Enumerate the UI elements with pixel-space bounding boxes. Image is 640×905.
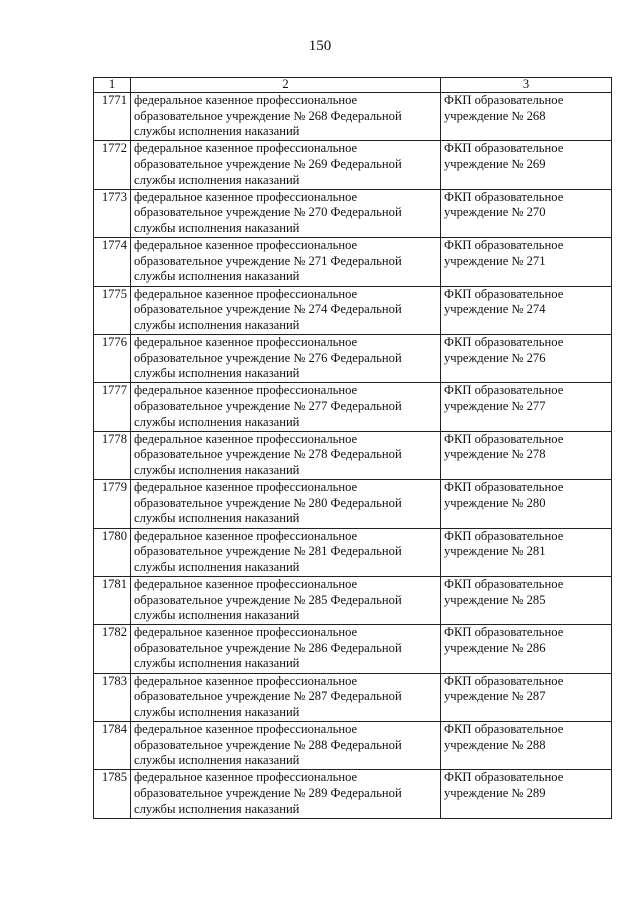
- table-row: [94, 383, 612, 431]
- row-number-cell: 1776: [94, 334, 131, 382]
- full-name-cell: федеральное казенное профессиональное образовательное учреждение № 270 Федеральной службы исполнения наказаний: [131, 189, 441, 237]
- table-row: [94, 770, 612, 818]
- table-row: [94, 286, 612, 334]
- short-name-cell: ФКП образовательное учреждение № 274: [441, 286, 612, 334]
- full-name-cell: федеральное казенное профессиональное образовательное учреждение № 288 Федеральной службы исполнения наказаний: [131, 722, 441, 770]
- full-name-cell: федеральное казенное профессиональное образовательное учреждение № 278 Федеральной службы исполнения наказаний: [131, 431, 441, 479]
- short-name-cell: ФКП образовательное учреждение № 281: [441, 528, 612, 576]
- full-name-cell: федеральное казенное профессиональное образовательное учреждение № 286 Федеральной службы исполнения наказаний: [131, 625, 441, 673]
- table-row: [94, 334, 612, 382]
- column-header-3: 3: [441, 78, 612, 93]
- table-row: [94, 431, 612, 479]
- table-row: [94, 625, 612, 673]
- short-name-cell: ФКП образовательное учреждение № 270: [441, 189, 612, 237]
- column-header-1: 1: [94, 78, 131, 93]
- table-row: [94, 238, 612, 286]
- document-table: [93, 77, 612, 819]
- short-name-cell: ФКП образовательное учреждение № 288: [441, 722, 612, 770]
- full-name-cell: федеральное казенное профессиональное образовательное учреждение № 281 Федеральной службы исполнения наказаний: [131, 528, 441, 576]
- table-row: [94, 673, 612, 721]
- short-name-cell: ФКП образовательное учреждение № 269: [441, 141, 612, 189]
- table-row: [94, 722, 612, 770]
- row-number-cell: 1781: [94, 576, 131, 624]
- row-number-cell: 1779: [94, 480, 131, 528]
- column-header-2: 2: [131, 78, 441, 93]
- table-row: [94, 141, 612, 189]
- table-row: [94, 93, 612, 141]
- full-name-cell: федеральное казенное профессиональное образовательное учреждение № 277 Федеральной службы исполнения наказаний: [131, 383, 441, 431]
- row-number-cell: 1775: [94, 286, 131, 334]
- row-number-cell: 1777: [94, 383, 131, 431]
- short-name-cell: ФКП образовательное учреждение № 289: [441, 770, 612, 818]
- table-header-row: [94, 78, 612, 93]
- short-name-cell: ФКП образовательное учреждение № 280: [441, 480, 612, 528]
- table-body: [94, 93, 612, 819]
- short-name-cell: ФКП образовательное учреждение № 276: [441, 334, 612, 382]
- short-name-cell: ФКП образовательное учреждение № 277: [441, 383, 612, 431]
- full-name-cell: федеральное казенное профессиональное образовательное учреждение № 274 Федеральной службы исполнения наказаний: [131, 286, 441, 334]
- short-name-cell: ФКП образовательное учреждение № 268: [441, 93, 612, 141]
- full-name-cell: федеральное казенное профессиональное образовательное учреждение № 271 Федеральной службы исполнения наказаний: [131, 238, 441, 286]
- full-name-cell: федеральное казенное профессиональное образовательное учреждение № 285 Федеральной службы исполнения наказаний: [131, 576, 441, 624]
- row-number-cell: 1771: [94, 93, 131, 141]
- full-name-cell: федеральное казенное профессиональное образовательное учреждение № 280 Федеральной службы исполнения наказаний: [131, 480, 441, 528]
- row-number-cell: 1784: [94, 722, 131, 770]
- short-name-cell: ФКП образовательное учреждение № 278: [441, 431, 612, 479]
- short-name-cell: ФКП образовательное учреждение № 285: [441, 576, 612, 624]
- table-row: [94, 480, 612, 528]
- short-name-cell: ФКП образовательное учреждение № 271: [441, 238, 612, 286]
- row-number-cell: 1783: [94, 673, 131, 721]
- table-row: [94, 189, 612, 237]
- page-number: 150: [308, 38, 332, 54]
- row-number-cell: 1778: [94, 431, 131, 479]
- full-name-cell: федеральное казенное профессиональное образовательное учреждение № 289 Федеральной службы исполнения наказаний: [131, 770, 441, 818]
- row-number-cell: 1780: [94, 528, 131, 576]
- row-number-cell: 1773: [94, 189, 131, 237]
- row-number-cell: 1785: [94, 770, 131, 818]
- full-name-cell: федеральное казенное профессиональное образовательное учреждение № 287 Федеральной службы исполнения наказаний: [131, 673, 441, 721]
- row-number-cell: 1774: [94, 238, 131, 286]
- short-name-cell: ФКП образовательное учреждение № 286: [441, 625, 612, 673]
- short-name-cell: ФКП образовательное учреждение № 287: [441, 673, 612, 721]
- full-name-cell: федеральное казенное профессиональное образовательное учреждение № 268 Федеральной службы исполнения наказаний: [131, 93, 441, 141]
- row-number-cell: 1782: [94, 625, 131, 673]
- full-name-cell: федеральное казенное профессиональное образовательное учреждение № 269 Федеральной службы исполнения наказаний: [131, 141, 441, 189]
- table-row: [94, 576, 612, 624]
- table-row: [94, 528, 612, 576]
- full-name-cell: федеральное казенное профессиональное образовательное учреждение № 276 Федеральной службы исполнения наказаний: [131, 334, 441, 382]
- row-number-cell: 1772: [94, 141, 131, 189]
